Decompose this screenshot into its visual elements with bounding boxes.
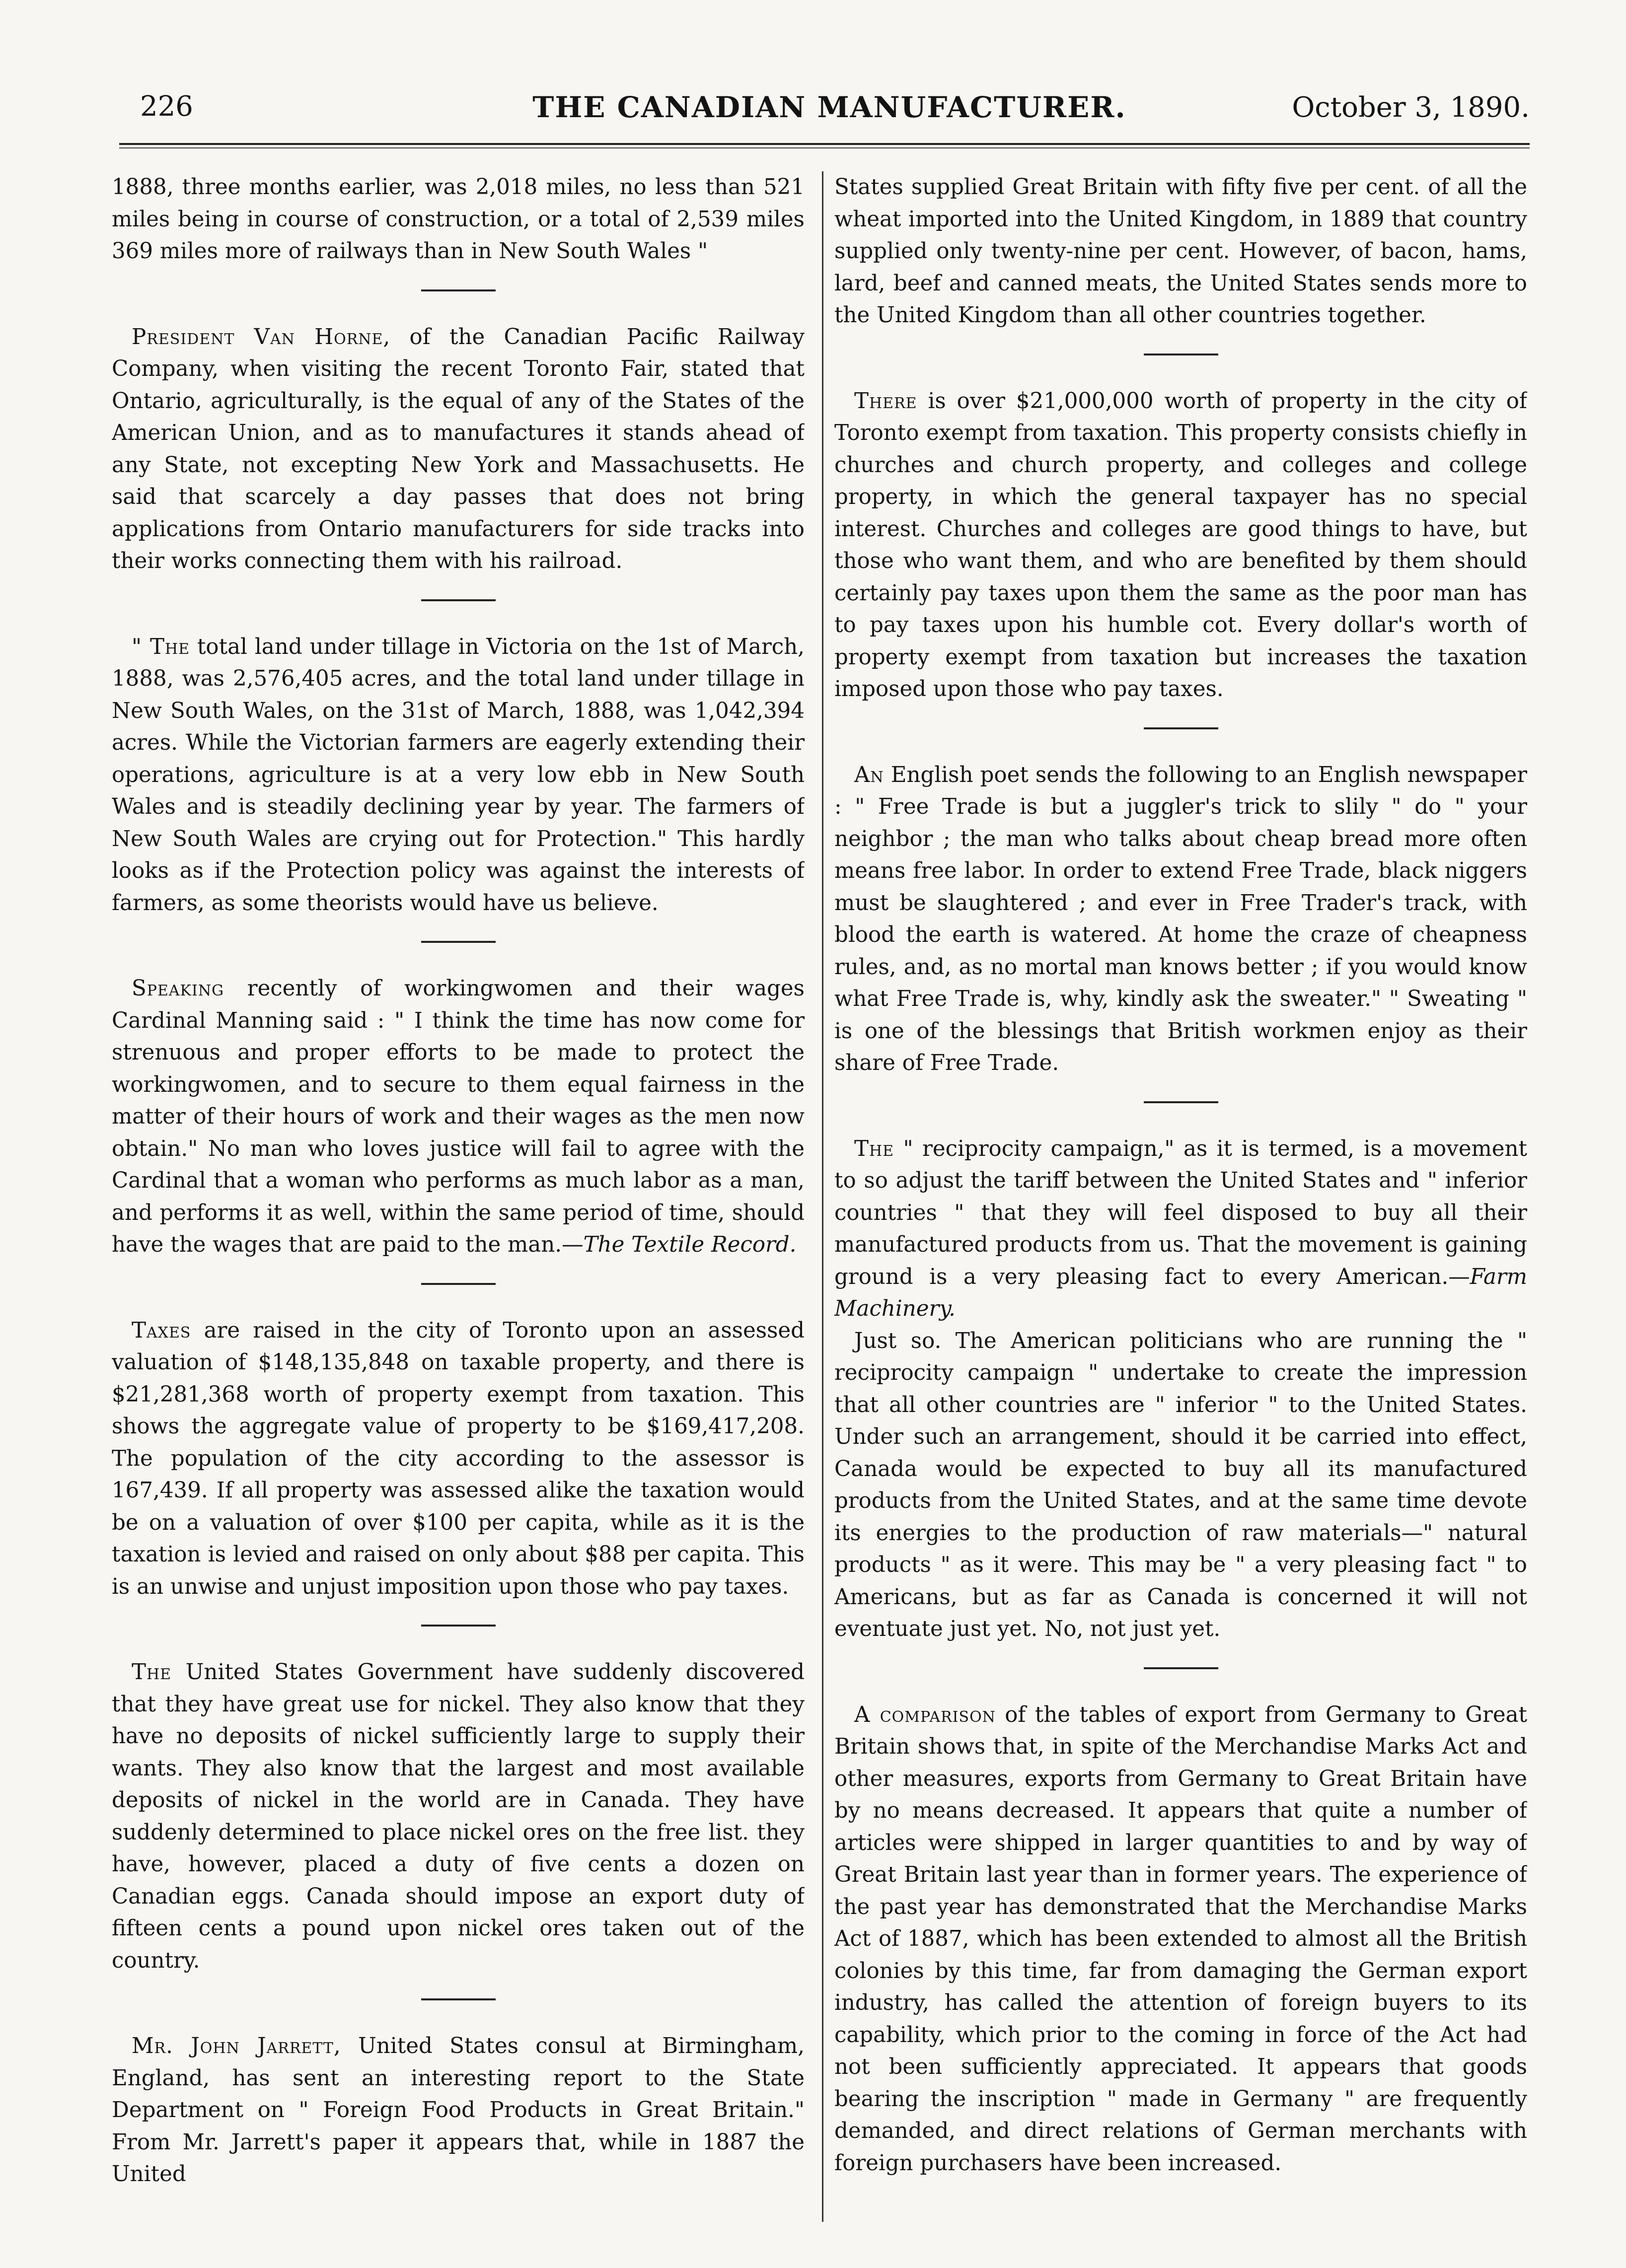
article-paragraph: 1888, three months earlier, was 2,018 miles, no less than 521 miles being in course of construction, or a total of 2,539 miles 369 miles more of railways than in New South Wales " [112, 175, 805, 264]
lead-words: The [854, 1136, 894, 1161]
article-paragraph [112, 973, 805, 1261]
section-separator [421, 1283, 496, 1285]
source-credit: The Textile Record. [583, 1232, 797, 1257]
paragraph-text: " reciprocity campaign," as it is termed, is a movement to so adjust the tariff between the United States and " inferior countries " that they will feel disposed to buy all their manufactured products from us. That the movement is gaining ground is a very pleasing fact to every American.— [834, 1136, 1527, 1289]
article-paragraph [112, 2030, 805, 2191]
lead-words: The [132, 1660, 172, 1685]
page-header [119, 84, 1540, 139]
section-separator [421, 1625, 496, 1627]
column-divider [822, 171, 823, 2222]
paragraph-text: of the tables of export from Germany to Great Britain shows that, in spite of the Merchandise Marks Act and other measures, exports from Germany to Great Britain have by no means decreased. It appears that quite a number of articles were shipped in larger quantities to and by way of Great Britain last year than in former years. The experience of the past year has demonstrated that the Merchandise Marks Act of 1887, which has been extended to almost all the British colonies by this time, far from damaging the German export industry, has called the attention of foreign buyers to its capability, which prior to the coming in force of the Act had not been sufficiently appreciated. It appears that goods bearing the inscription " made in Germany " are frequently demanded, and direct relations of German merchants with foreign purchasers have been increased. [834, 1702, 1527, 2176]
left-column [112, 171, 805, 2227]
lead-words: An [854, 762, 884, 787]
article-paragraph [112, 1656, 805, 1977]
paragraph-text: total land under tillage in Victoria on the 1st of March, 1888, was 2,576,405 acres, and the total land under tillage in New South Wales, on the 31st of March, 1888, was 1,042,394 acres. While the Victorian farmers are eagerly extending their operations, agriculture is at a very low ebb in New South Wales and is steadily declining year by year. The farmers of New South Wales are crying out for Protection." This hardly looks as if the Protection policy was against the interests of farmers, as some theorists would have us believe. [112, 634, 805, 916]
lead-words: President Van Horne, [132, 324, 391, 350]
lead-words: There [854, 388, 917, 414]
paragraph-text: English poet sends the following to an English newspaper : " Free Trade is but a juggler's trick to slily " do " your neighbor ; the man who talks about cheap bread more often means free labor. In order to extend Free Trade, black niggers must be slaughtered ; and ever in Free Trader's track, with blood the earth is watered. At home the craze of cheapness rules, and, as no mortal man knows better ; if you would know what Free Trade is, why, kindly ask the sweater." " Sweating " is one of the blessings that British workmen enjoy as their share of Free Trade. [834, 762, 1527, 1075]
article-paragraph [834, 385, 1527, 706]
article-paragraph [834, 759, 1527, 1079]
lead-words: Taxes [132, 1318, 191, 1343]
article-paragraph [112, 631, 805, 920]
lead-words: Speaking [132, 976, 224, 1001]
lead-words: " The [132, 634, 190, 659]
article-paragraph: States supplied Great Britain with fifty five per cent. of all the wheat imported into the United Kingdom, in 1889 that country supplied only twenty-nine per cent. However, of bacon, hams, lard, beef and canned meats, the United States sends more to the United Kingdom than all other countries together. [834, 175, 1527, 328]
section-separator [1144, 1667, 1218, 1669]
section-separator [421, 599, 496, 601]
paragraph-text: are raised in the city of Toronto upon an assessed valuation of $148,135,848 on taxable property, and there is $21,281,368 worth of property exempt from taxation. This shows the aggregate value of property to be $169,417,208. The population of the city according to the assessor is 167,439. If all property was assessed alike the taxation would be on a valuation of over $100 per capita, while as it is the taxation is levied and raised on only about $88 per capita. This is an unwise and unjust imposition upon those who pay taxes. [112, 1318, 805, 1599]
page-number: 226 [140, 90, 193, 123]
issue-date: October 3, 1890. [1292, 91, 1530, 124]
lead-words: A comparison [854, 1702, 996, 1727]
section-separator [421, 1998, 496, 2000]
section-separator [1144, 727, 1218, 729]
article-paragraph: Just so. The American politicians who are running the " reciprocity campaign " undertake to create the impression that all other countries are " inferior " to the United States. Under such an arrangement, should it be carried into effect, Canada would be expected to buy all its manufactured products from the United States, and at the same time devote its energies to the production of raw materials—" natural products " as it were. This may be " a very pleasing fact " to Americans, but as far as Canada is concerned it will not eventuate just yet. No, not just yet. [834, 1328, 1527, 1641]
header-rule [119, 143, 1530, 148]
article-paragraph [834, 1699, 1527, 2180]
paragraph-text: recently of workingwomen and their wages Cardinal Manning said : " I think the time has now come for strenuous and proper efforts to be made to protect the workingwomen, and to secure to them equal fairness in the matter of their hours of work and their wages as the men now obtain." No man who loves justice will fail to agree with the Cardinal that a woman who performs as much labor as a man, and performs it as well, within the same period of time, should have the wages that are paid to the man.— [112, 976, 805, 1257]
lead-words: Mr. John Jarrett, [132, 2034, 341, 2058]
publication-title: THE CANADIAN MANUFACTURER. [532, 90, 1126, 124]
section-separator [1144, 1101, 1218, 1103]
paragraph-text: United States consul at Birmingham, England, has sent an interesting report to the State Department on " Foreign Food Products in Great Britain." From Mr. Jarrett's paper it appears that, while in 1887 the United [112, 2034, 805, 2187]
article-paragraph [112, 1315, 805, 1603]
paragraph-text: United States Government have suddenly discovered that they have great use for nickel. They also know that they have no deposits of nickel sufficiently large to supply their wants. They also know that the largest and most available deposits of nickel in the world are in Canada. They have suddenly determined to place nickel ores on the free list. they have, however, placed a duty of five cents a dozen on Canadian eggs. Canada should impose an export duty of fifteen cents a pound upon nickel ores taken out of the country. [112, 1660, 805, 1973]
section-separator [421, 941, 496, 943]
paragraph-text: is over $21,000,000 worth of property in the city of Toronto exempt from taxation. This property consists chiefly in churches and church property, and colleges and college property, in which the general taxpayer has no special interest. Churches and colleges are good things to have, but those who want them, and who are benefited by them should certainly pay taxes upon them the same as the poor man has to pay taxes upon his humble cot. Every dollar's worth of property exempt from taxation but increases the taxation imposed upon those who pay taxes. [834, 388, 1527, 702]
right-column [834, 171, 1527, 2227]
source-credit: Farm Machinery. [834, 1264, 1527, 1321]
section-separator [1144, 354, 1218, 355]
paragraph-text: of the Canadian Pacific Railway Company, when visiting the recent Toronto Fair, stated that Ontario, agriculturally, is the equal of any of the States of the American Union, and as to manufactures it stands ahead of any State, not excepting New York and Massachusetts. He said that scarcely a day passes that does not bring applications from Ontario manufacturers for side tracks into their works connecting them with his railroad. [112, 324, 805, 573]
section-separator [421, 289, 496, 291]
article-paragraph [834, 1133, 1527, 1325]
article-paragraph [112, 321, 805, 577]
